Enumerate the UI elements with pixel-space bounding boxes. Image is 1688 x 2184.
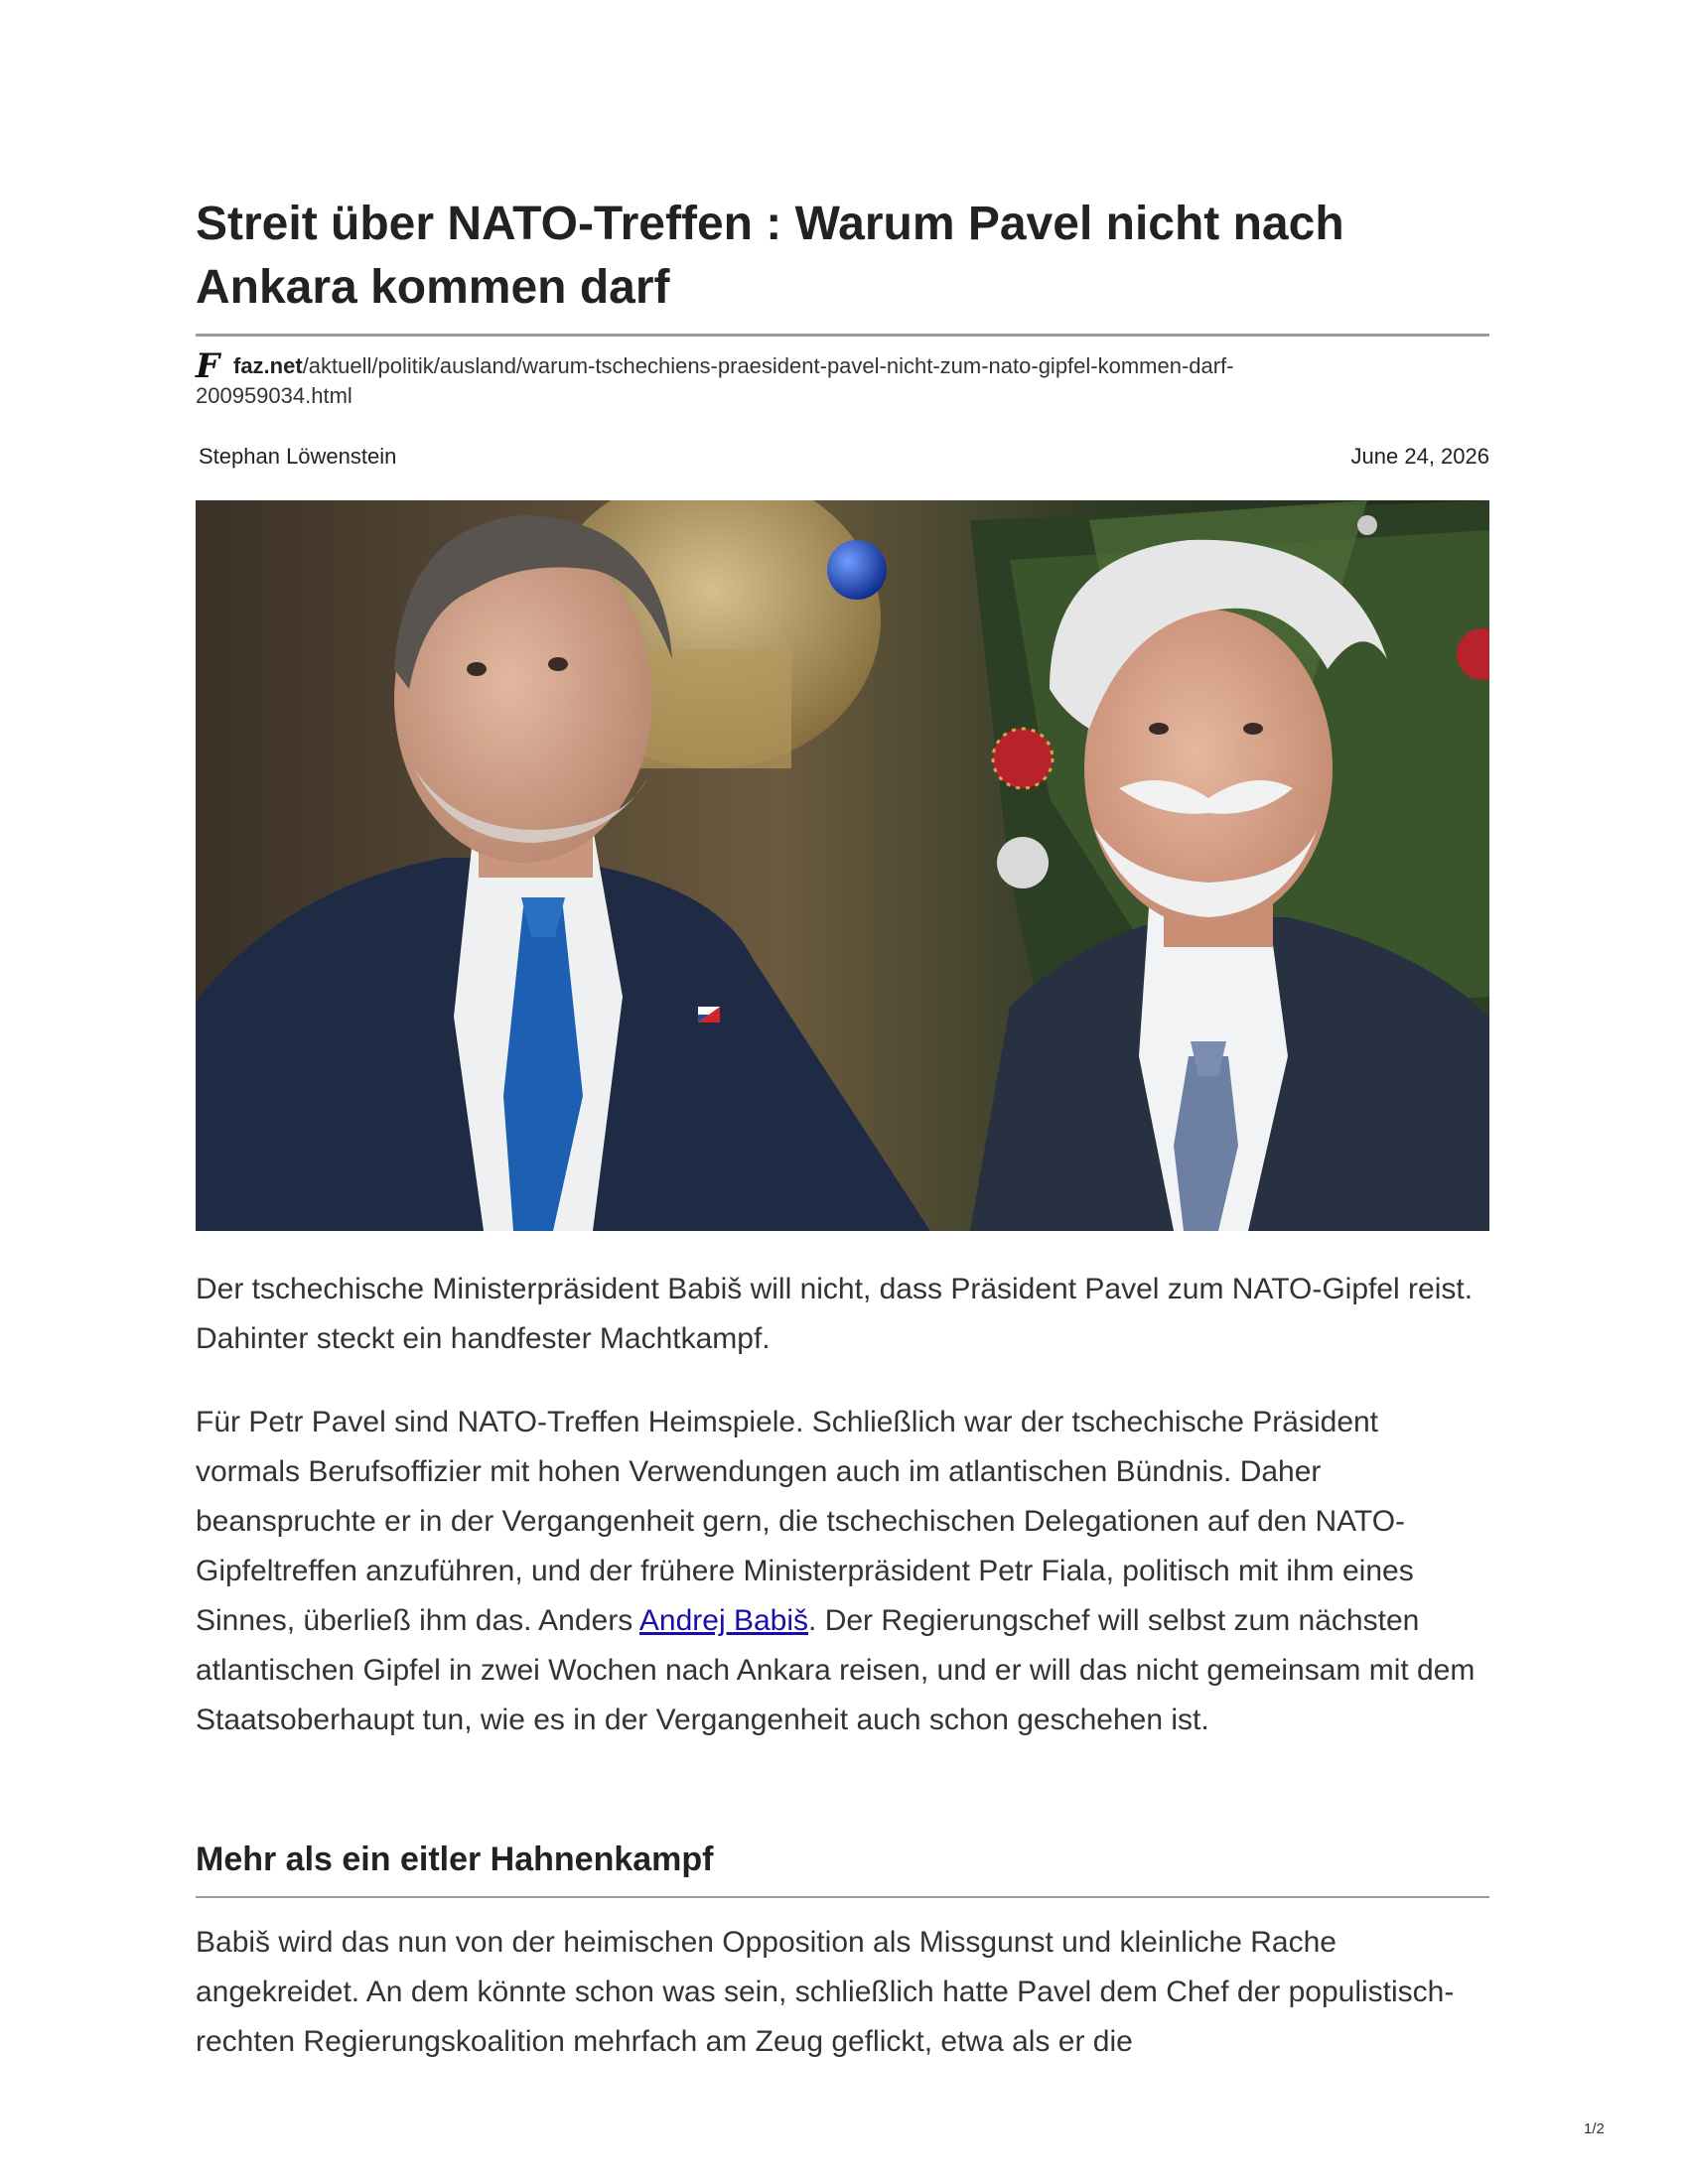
- source-path: /aktuell/politik/ausland/warum-tschechiens-praesident-pavel-nicht-zum-nato-gipfel-kommen-darf-: [302, 353, 1234, 378]
- source-url[interactable]: [196, 346, 1489, 411]
- section-heading: Mehr als ein eitler Hahnenkampf: [196, 1841, 714, 1878]
- author-name: Stephan Löwenstein: [199, 444, 397, 469]
- article-paragraph-2: Babiš wird das nun von der heimischen Opposition als Missgunst und kleinliche Rache angekreidet. An dem könnte schon was sein, schließlich hatte Pavel dem Chef der populistisch-rechten Regierungskoalition mehrfach am Zeug geflickt, etwa als er die: [196, 1926, 1455, 2058]
- article-lead: Der tschechische Ministerpräsident Babiš will nicht, dass Präsident Pavel zum NATO-Gipfel reist. Dahinter steckt ein handfester Machtkampf.: [196, 1273, 1474, 1355]
- page-number: 1/2: [1584, 2120, 1605, 2137]
- source-path-continued: 200959034.html: [196, 383, 352, 408]
- article-title: Streit über NATO-Treffen : Warum Pavel nicht nach Ankara kommen darf: [196, 198, 1344, 314]
- hero-photo: [196, 500, 1489, 1231]
- title-divider: [196, 334, 1489, 337]
- faz-logo-icon: F: [196, 346, 220, 386]
- source-domain: faz.net: [233, 353, 303, 378]
- andrej-babis-link[interactable]: Andrej Babiš: [638, 1604, 809, 1637]
- publish-date: June 24, 2026: [1350, 444, 1489, 469]
- paragraph-1-text-after-link: . Der Regierungschef will selbst zum nächsten atlantischen Gipfel in zwei Wochen nach Ankara reisen, und er will das nicht gemeinsam mit dem Staatsoberhaupt tun, wie es in der Vergangenheit auch schon geschehen ist.: [196, 1604, 1476, 1736]
- hero-photo-illustration: [196, 500, 1489, 1231]
- paragraph-1-text-before-link: Für Petr Pavel sind NATO-Treffen Heimspiele. Schließlich war der tschechische Präsident vormals Berufsoffizier mit hohen Verwendungen auch im atlantischen Bündnis. Daher beanspruchte er in der Vergangenheit gern, die tschechischen Delegationen auf den NATO-Gipfeltreffen anzuführen, und der frühere Ministerpräsident Petr Fiala, politisch mit ihm eines Sinnes, überließ ihm das. Anders: [196, 1406, 1414, 1637]
- section-divider: [196, 1896, 1489, 1898]
- article-paragraph-1: [196, 1398, 1489, 1745]
